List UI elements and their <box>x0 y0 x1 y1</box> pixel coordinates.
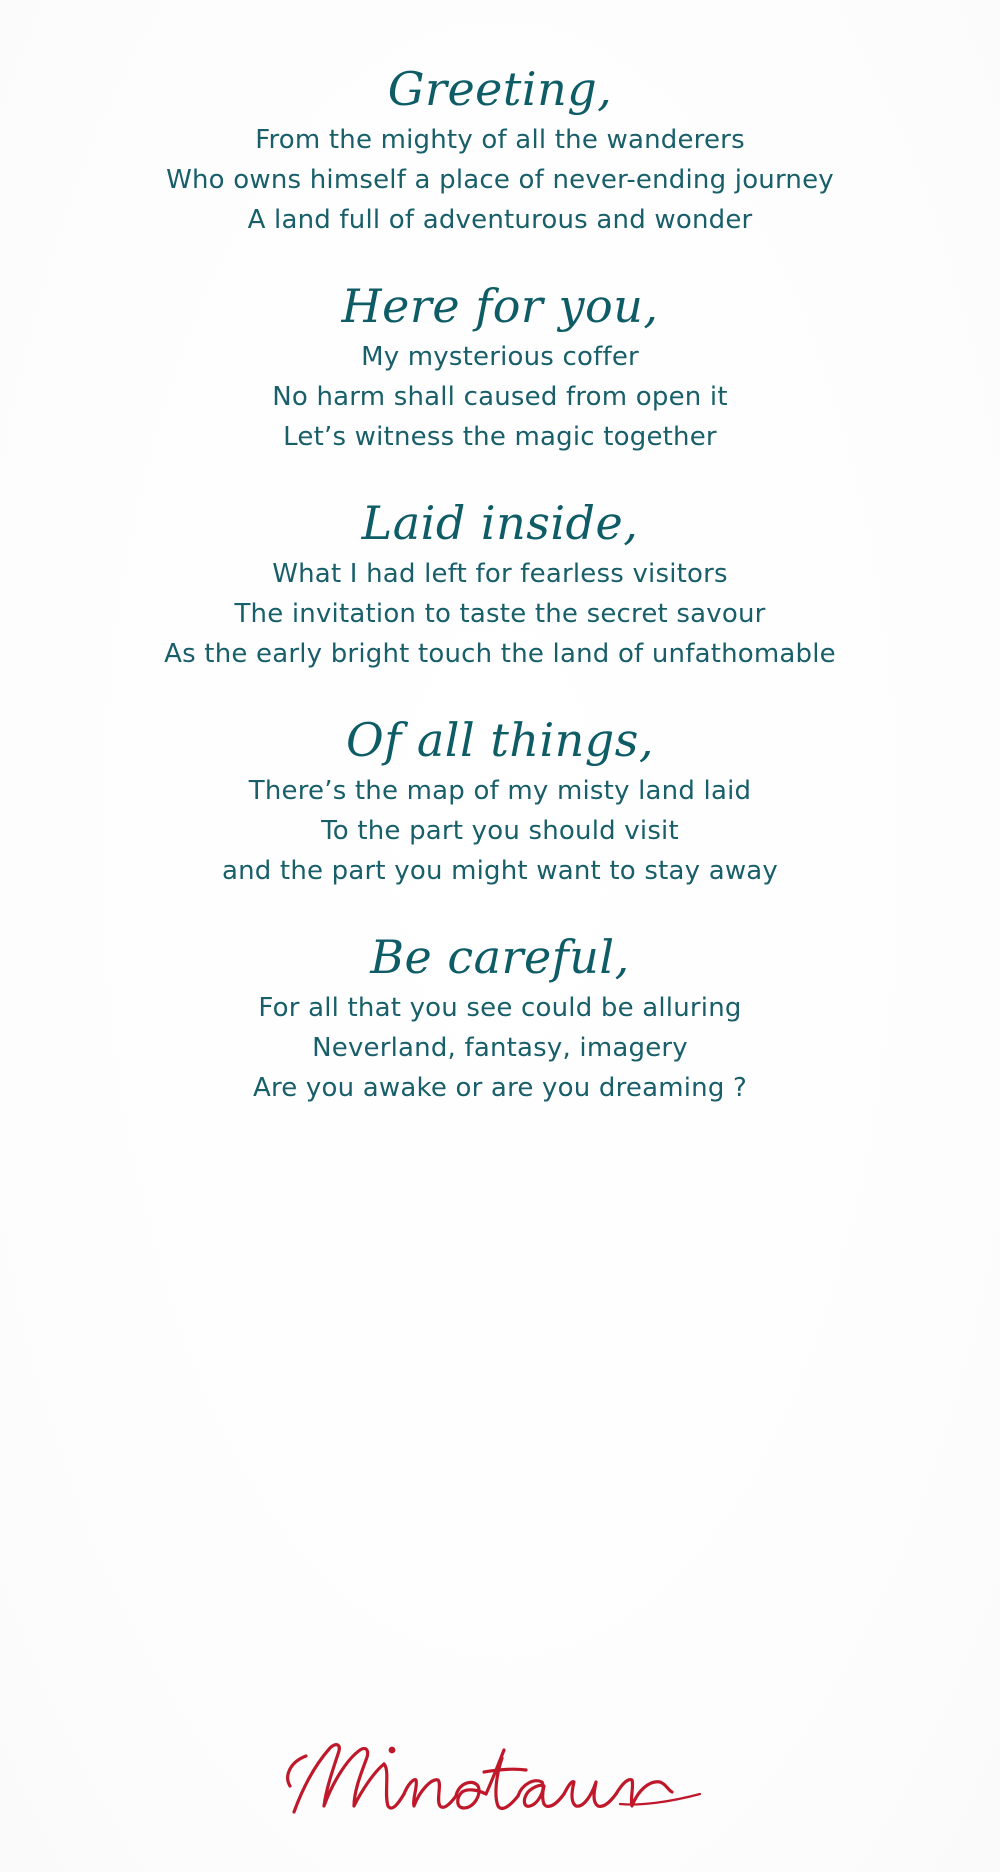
stanza-heading: Greeting, <box>387 62 613 116</box>
verse-line: For all that you see could be alluring <box>258 993 742 1023</box>
minotaur-signature <box>280 1720 720 1830</box>
verse-line: The invitation to taste the secret savour <box>234 599 766 629</box>
stanza-be-careful <box>0 926 1000 1108</box>
verse-line: What I had left for fearless visitors <box>272 559 728 589</box>
verse-line: To the part you should visit <box>321 816 679 846</box>
stanza-heading: Laid inside, <box>361 496 639 550</box>
stanza-heading: Of all things, <box>346 713 654 767</box>
verse-line: There’s the map of my misty land laid <box>248 776 752 806</box>
verse-line: Who owns himself a place of never-ending journey <box>166 165 834 195</box>
verse-line: As the early bright touch the land of unfathomable <box>164 639 836 669</box>
verse-line: Let’s witness the magic together <box>283 422 717 452</box>
verse-line: and the part you might want to stay away <box>221 856 779 886</box>
verse-line: Neverland, fantasy, imagery <box>312 1033 688 1063</box>
stanza-of-all-things <box>0 709 1000 891</box>
signature-graphic <box>280 1720 720 1830</box>
stanza-heading: Be careful, <box>370 930 630 984</box>
stanza-laid-inside <box>0 492 1000 674</box>
verse-line: From the mighty of all the wanderers <box>255 125 745 155</box>
verse-line: Are you awake or are you dreaming ? <box>252 1073 748 1103</box>
verse-line: A land full of adventurous and wonder <box>247 205 753 235</box>
stanza-heading: Here for you, <box>341 279 659 333</box>
stanza-greeting <box>0 58 1000 240</box>
verse-line: My mysterious coffer <box>361 342 639 372</box>
stanza-here-for-you <box>0 275 1000 457</box>
verse-line: No harm shall caused from open it <box>272 382 728 412</box>
